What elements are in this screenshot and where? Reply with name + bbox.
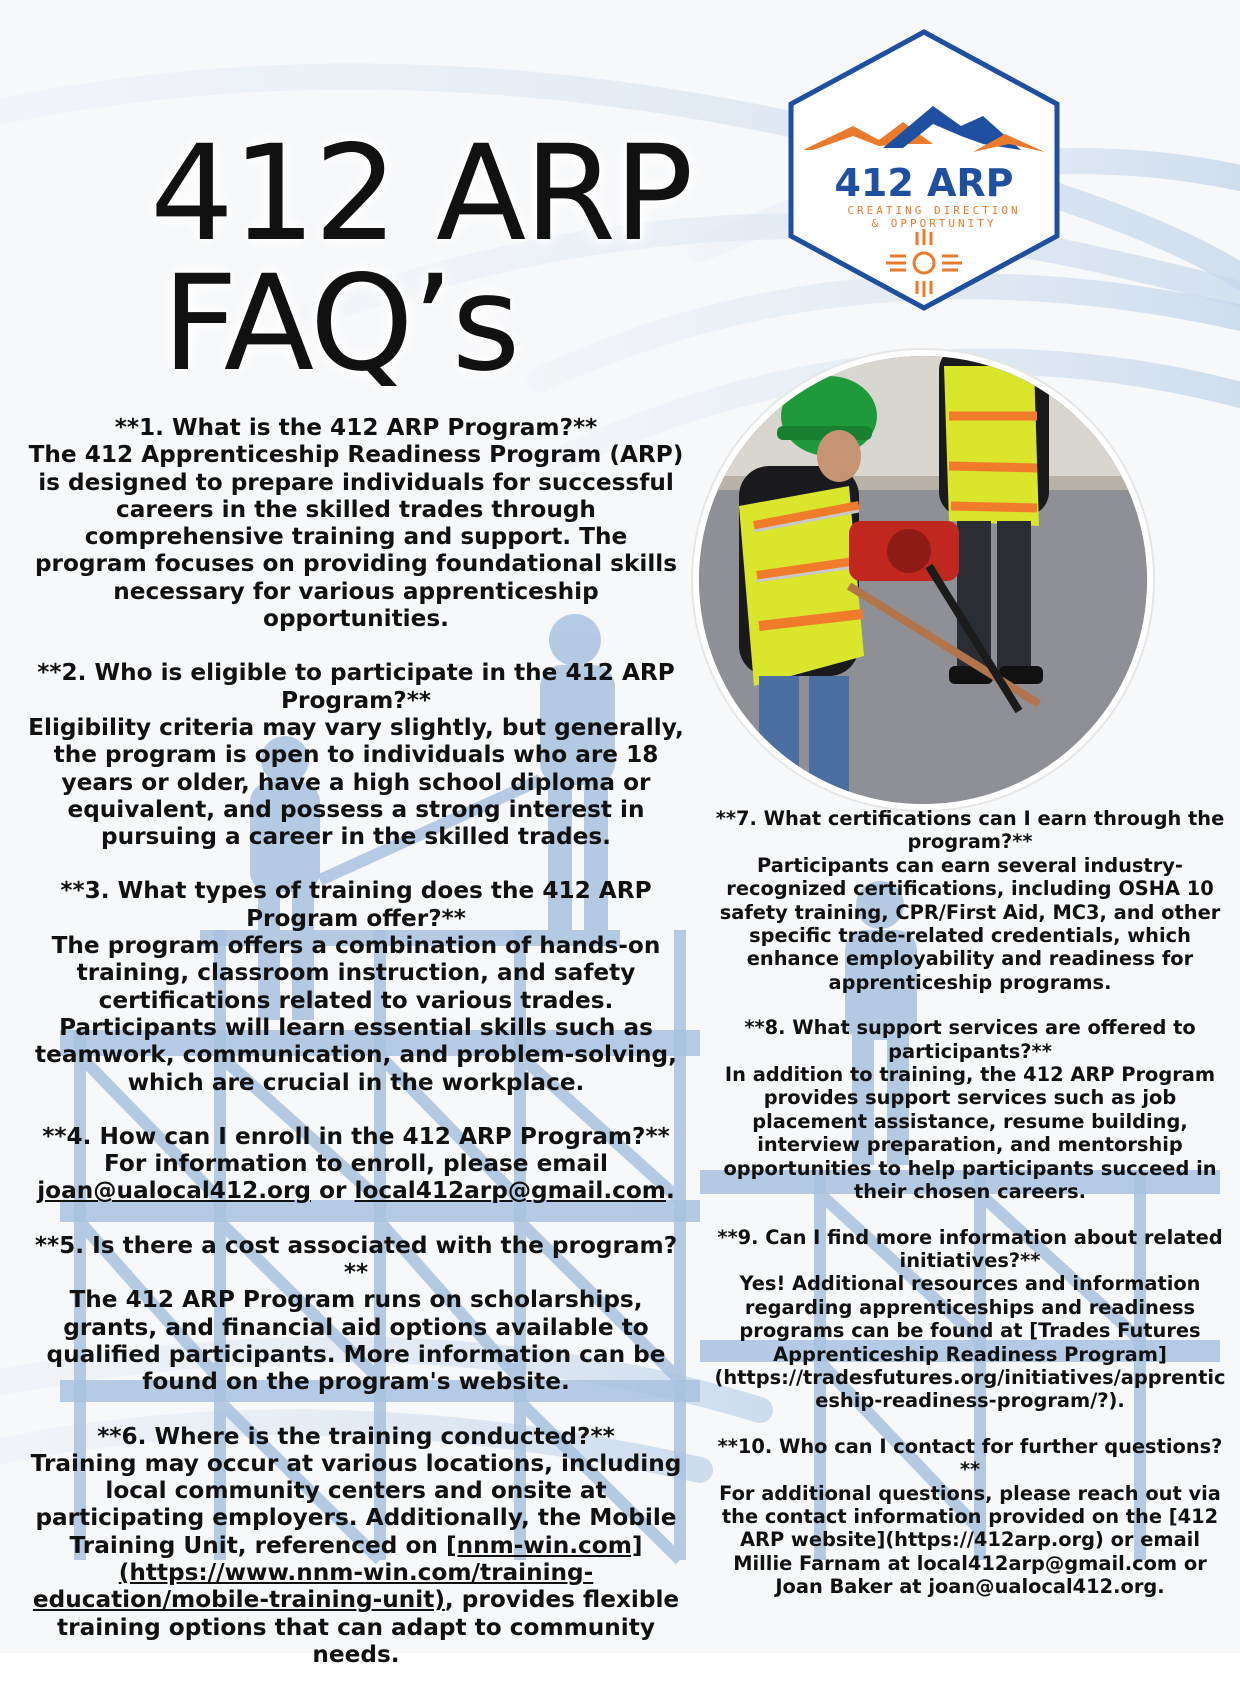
faq-item-7 — [712, 807, 1228, 994]
logo-tagline-line2: & OPPORTUNITY — [871, 217, 997, 230]
faq-question: **4. How can I enroll in the 412 ARP Program?** — [42, 1122, 670, 1150]
faq-question: **3. What types of training does the 412 ARP Program offer?** — [60, 877, 652, 932]
faq-column-right — [712, 807, 1228, 1621]
page-title-line2: FAQ’s — [162, 247, 519, 401]
faq-item-1 — [28, 414, 684, 632]
faq-question: **8. What support services are offered to participants?** — [744, 1016, 1196, 1063]
logo — [783, 28, 1065, 314]
faq-item-6 — [28, 1423, 684, 1669]
answer-text: . — [665, 1177, 675, 1205]
faq-answer — [28, 1150, 684, 1205]
faq-item-8 — [712, 1016, 1228, 1203]
faq-item-5 — [28, 1232, 684, 1396]
faq-question: **9. Can I find more information about related initiatives?** — [717, 1225, 1223, 1272]
faq-question: **6. Where is the training conducted?** — [97, 1422, 615, 1450]
faq-answer: In addition to training, the 412 ARP Program provides support services such as job placement assistance, resume building, interview preparation, and mentorship opportunities to help participants succeed in their chosen careers. — [723, 1063, 1217, 1204]
faq-answer: Yes! Additional resources and information regarding apprenticeships and readiness programs can be found at [Trades Futures Apprenticeship Readiness Program](https://tradesfutures.org/initiatives/apprenticeship-readiness-program/?). — [714, 1272, 1226, 1413]
faq-item-4 — [28, 1123, 684, 1205]
faq-item-9 — [712, 1226, 1228, 1413]
answer-text: For information to enroll, please email — [103, 1150, 608, 1178]
faq-answer: For additional questions, please reach out via the contact information provided on the [412 ARP website](https://412arp.org) or email Millie Farnam at local412arp@gmail.com or Joan Baker at joan@ualocal412.org. — [719, 1481, 1221, 1599]
email-link-joan[interactable]: joan@ualocal412.org — [37, 1177, 311, 1205]
faq-answer: The 412 ARP Program runs on scholarships, grants, and financial aid options available to qualified participants. More information can be found on the program's website. — [46, 1286, 666, 1396]
page-title-line1: 412 ARP — [150, 117, 692, 271]
faq-question: **5. Is there a cost associated with the program?** — [34, 1231, 678, 1287]
answer-text: , provides flexible training options that can adapt to community needs. — [57, 1586, 680, 1668]
faq-item-3 — [28, 877, 684, 1095]
faq-column-left — [28, 414, 684, 1695]
link-nnm-win[interactable]: [nnm-win.com] — [445, 1531, 643, 1559]
faq-answer: Eligibility criteria may vary slightly, but generally, the program is open to individuals who are 18 years or older, have a high school diploma or equivalent, and possess a strong interest in pursuing a career in the skilled trades. — [28, 713, 684, 851]
answer-text: Training may occur at various locations, including local community centers and onsite at participating employers. Additionally, the Mobile Training Unit, referenced on — [30, 1449, 682, 1559]
logo-tagline-line1: CREATING DIRECTION — [847, 204, 1021, 217]
faq-question: **1. What is the 412 ARP Program?** — [114, 414, 598, 441]
faq-item-2 — [28, 659, 684, 850]
faq-question: **7. What certifications can I earn through the program?** — [715, 807, 1225, 854]
faq-question: **10. Who can I contact for further questions?** — [717, 1434, 1223, 1482]
faq-answer: The program offers a combination of hands-on training, classroom instruction, and safety certifications related to various trades. Participants will learn essential skills such as teamwork, communication, and problem-solving, which are crucial in the workplace. — [35, 932, 677, 1096]
answer-text: or — [319, 1177, 347, 1205]
link-mobile-training-unit[interactable]: (https://www.nnm-win.com/training-education/mobile-training-unit) — [32, 1558, 594, 1614]
faq-question: **2. Who is eligible to participate in the 412 ARP Program?** — [37, 659, 675, 714]
email-link-local412arp[interactable]: local412arp@gmail.com — [354, 1177, 666, 1205]
logo-brand: 412 ARP — [834, 161, 1014, 205]
faq-answer: The 412 Apprenticeship Readiness Program (ARP) is designed to prepare individuals for successful careers in the skilled trades through comprehensive training and support. The program focuses on providing foundational skills necessary for various apprenticeship opportunities. — [28, 441, 684, 633]
faq-answer: Participants can earn several industry-recognized certifications, including OSHA 10 safety training, CPR/First Aid, MC3, and other specific trade-related credentials, which enhance employability and readiness for apprenticeship programs. — [719, 853, 1221, 994]
workers-in-safety-vests-photo — [693, 350, 1153, 810]
faq-item-10 — [712, 1435, 1228, 1599]
faq-answer — [28, 1450, 684, 1668]
